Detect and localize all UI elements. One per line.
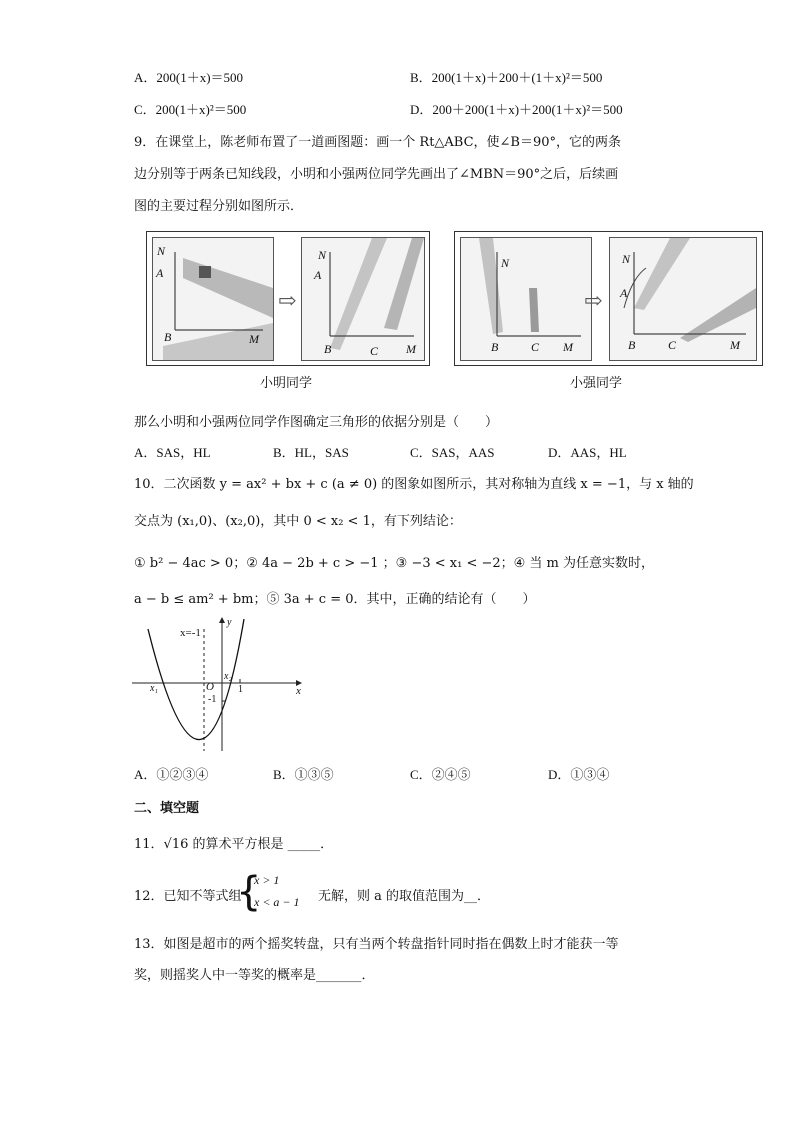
q13-line1: 13．如图是超市的两个摇奖转盘，只有当两个转盘指针同时指在偶数上时才能获一等 bbox=[134, 937, 619, 952]
q12-inequality-1: x > 1 bbox=[254, 873, 280, 887]
q10-stem-line1: 10．二次函数 y = ax² + bx + c (a ≠ 0) 的图象如图所示，其对称轴为直线 x = −1，与 x 轴的 bbox=[134, 477, 694, 492]
x-axis-label: x bbox=[296, 685, 301, 697]
xiaoqiang-step2-photo bbox=[609, 237, 757, 361]
q9-stem-line1: 9．在课堂上，陈老师布置了一道画图题：画一个 Rt△ABC，使∠B＝90°，它的两条 bbox=[134, 135, 622, 150]
xiaoming-step1-photo bbox=[152, 237, 274, 361]
q12-inequality-2: x < a − 1 bbox=[254, 895, 300, 909]
q10-option-c: C．②④⑤ bbox=[410, 767, 471, 782]
label-N: N bbox=[622, 252, 631, 266]
q9-option-b: B．HL，SAS bbox=[273, 445, 349, 460]
label-M: M bbox=[406, 342, 416, 356]
q10-stem-line4: a − b ≤ am² + bm；⑤ 3a + c = 0．其中，正确的结论有（ ） bbox=[134, 592, 536, 607]
label-B: B bbox=[324, 342, 332, 356]
label-M: M bbox=[249, 332, 259, 346]
label-C: C bbox=[370, 344, 379, 358]
q8-option-b: B．200(1＋x)＋200＋(1＋x)²＝500 bbox=[410, 70, 603, 85]
q9-option-d: D．AAS，HL bbox=[548, 445, 627, 460]
q9-stem-line2: 边分别等于两条已知线段，小明和小强两位同学先画出了∠MBN＝90°之后，后续画 bbox=[134, 167, 619, 182]
xiaoming-step2-photo bbox=[301, 237, 425, 361]
caption-xiaoqiang: 小强同学 bbox=[570, 376, 623, 391]
q8-option-c: C．200(1＋x)²＝500 bbox=[134, 102, 247, 117]
q10-option-b: B．①③⑤ bbox=[273, 767, 334, 782]
q10-option-d: D．①③④ bbox=[548, 767, 610, 782]
label-A: A bbox=[156, 266, 164, 280]
q8-option-d: D．200＋200(1＋x)＋200(1＋x)²＝500 bbox=[410, 102, 623, 117]
label-M: M bbox=[730, 338, 740, 352]
q9-stem-line3: 图的主要过程分别如图所示． bbox=[134, 199, 304, 214]
label-N: N bbox=[157, 244, 166, 258]
label-B: B bbox=[491, 340, 499, 354]
caption-xiaoming: 小明同学 bbox=[260, 376, 313, 391]
q10-stem-line3: ① b² − 4ac > 0；② 4a − 2b + c > −1 ；③ −3 < x₁ < −2；④ 当 m 为任意实数时， bbox=[134, 556, 655, 571]
figure-xiaoming bbox=[146, 231, 430, 366]
q11-text: 11．√16 的算术平方根是 _____． bbox=[134, 837, 334, 852]
label-A: A bbox=[620, 286, 628, 300]
one-tick-label: 1 bbox=[238, 684, 243, 695]
label-A: A bbox=[314, 268, 322, 282]
figure-xiaoqiang bbox=[454, 231, 763, 366]
neg-one-label: -1 bbox=[208, 694, 217, 705]
q10-stem-line2: 交点为 (x₁,0)、(x₂,0)，其中 0 < x₂ < 1，有下列结论： bbox=[134, 514, 462, 529]
label-B: B bbox=[164, 330, 172, 344]
q13-line2: 奖，则摇奖人中一等奖的概率是_______． bbox=[134, 968, 375, 983]
q9-option-a: A．SAS，HL bbox=[134, 445, 211, 460]
x2-label: x₂ bbox=[224, 671, 232, 682]
label-C: C bbox=[668, 338, 677, 352]
q8-option-a: A．200(1＋x)＝500 bbox=[134, 70, 244, 85]
xiaoqiang-step1-photo bbox=[460, 237, 592, 361]
label-C: C bbox=[531, 340, 540, 354]
parabola-graph bbox=[130, 615, 310, 755]
brace-icon: { bbox=[236, 869, 262, 915]
label-N: N bbox=[501, 256, 510, 270]
x1-label: x₁ bbox=[150, 683, 158, 694]
arrow-right-icon: ⇨ bbox=[584, 289, 603, 314]
q12-prefix: 12．已知不等式组 bbox=[134, 889, 242, 904]
origin-label: O bbox=[206, 681, 214, 693]
y-axis-label: y bbox=[227, 617, 232, 628]
section-heading: 二、填空题 bbox=[134, 801, 200, 816]
symmetry-axis-label: x=-1 bbox=[180, 627, 201, 639]
q12-suffix: 无解，则 a 的取值范围为__． bbox=[318, 889, 491, 904]
label-N: N bbox=[318, 248, 327, 262]
label-M: M bbox=[563, 340, 573, 354]
q9-option-c: C．SAS，AAS bbox=[410, 445, 495, 460]
label-B: B bbox=[628, 338, 636, 352]
q9-question: 那么小明和小强两位同学作图确定三角形的依据分别是（ ） bbox=[134, 415, 499, 430]
q10-option-a: A．①②③④ bbox=[134, 767, 209, 782]
arrow-right-icon: ⇨ bbox=[278, 289, 297, 314]
